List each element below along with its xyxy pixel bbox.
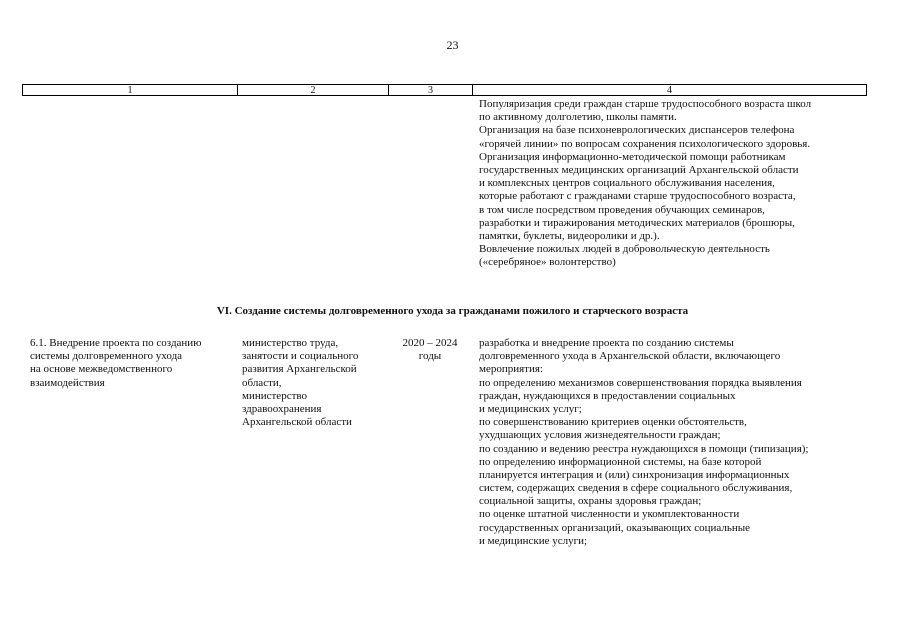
text-line: государственных организаций, оказывающих социальные — [479, 521, 751, 534]
text-line: государственных медицинских организаций Архангельской области — [479, 163, 799, 176]
text-line: («серебряное» волонтерство) — [479, 256, 616, 269]
text-line: и комплексных центров социального обслуживания населения, — [479, 177, 775, 190]
text-line: в том числе посредством проведения обучающих семинаров, — [479, 203, 765, 216]
text-line: годы — [418, 350, 442, 363]
table-header-row — [22, 84, 867, 96]
text-line: памятки, буклеты, видеоролики и др.). — [479, 229, 660, 242]
table-header-cell-3: 3 — [389, 85, 473, 95]
text-line: по совершенствованию критериев оценки обстоятельств, — [479, 416, 747, 429]
text-line: системы долговременного ухода — [30, 350, 183, 363]
table-header-cell-1: 1 — [23, 85, 238, 95]
text-line: взаимодействия — [30, 376, 105, 389]
text-line: здравоохранения — [242, 402, 322, 415]
text-line: Организация информационно-методической помощи работникам — [479, 150, 786, 163]
text-line: систем, содержащих сведения в сфере социального обслуживания, — [479, 482, 793, 495]
row-measures — [479, 337, 808, 548]
text-line: планируется интеграция и (или) синхронизация информационных — [479, 468, 790, 481]
text-line: долговременного ухода в Архангельской области, включающего — [479, 350, 781, 363]
text-line: по определению механизмов совершенствования порядка выявления — [479, 376, 802, 389]
page-number: 23 — [446, 38, 459, 52]
table-header-cell-2: 2 — [238, 85, 389, 95]
table-header-cell-4: 4 — [667, 85, 672, 96]
text-line: 6.1. Внедрение проекта по созданию — [30, 337, 202, 349]
text-line: по созданию и ведению реестра нуждающихся в помощи (типизация); — [479, 442, 809, 455]
text-line: и медицинские услуги; — [479, 534, 588, 547]
text-line: разработки и тиражирования методических материалов (брошюры, — [479, 216, 795, 229]
text-line: министерство труда, — [242, 337, 339, 349]
text-line: по определению информационной системы, на базе которой — [479, 455, 762, 468]
text-line: разработка и внедрение проекта по созданию системы — [479, 337, 734, 349]
text-line: ухудшающих условия жизнедеятельности граждан; — [479, 429, 721, 442]
row-period — [390, 337, 470, 363]
text-line: занятости и социального — [242, 350, 359, 363]
continuation-cell-measures — [479, 98, 811, 269]
text-line: Архангельской области — [242, 416, 352, 429]
text-line: министерство — [242, 389, 308, 402]
text-line: и медицинских услуг; — [479, 402, 582, 415]
text-line: Организация на базе психоневрологических диспансеров телефона — [479, 124, 795, 137]
text-line: которые работают с гражданами старше трудоспособного возраста, — [479, 190, 796, 203]
row-item-title — [30, 337, 201, 390]
text-line: Вовлечение пожилых людей в добровольческую деятельность — [479, 243, 770, 256]
section-title: VI. Создание системы долговременного ухода за гражданами пожилого и старческого возраста — [216, 305, 689, 317]
text-line: социальной защиты, охраны здоровья граждан; — [479, 495, 702, 508]
text-line: по активному долголетию, школы памяти. — [479, 111, 677, 124]
text-line: Популяризация среди граждан старше трудоспособного возраста школ — [479, 98, 812, 110]
text-line: области, — [242, 376, 282, 389]
text-line: развития Архангельской — [242, 363, 357, 376]
text-line: «горячей линии» по вопросам сохранения психологического здоровья. — [479, 137, 811, 150]
text-line: по оценке штатной численности и укомплектованности — [479, 508, 740, 521]
text-line: на основе межведомственного — [30, 363, 173, 376]
text-line: мероприятия: — [479, 363, 543, 376]
text-line: 2020 – 2024 — [402, 337, 458, 349]
text-line: граждан, нуждающихся в предоставлении социальных — [479, 389, 736, 402]
row-responsible — [242, 337, 358, 429]
